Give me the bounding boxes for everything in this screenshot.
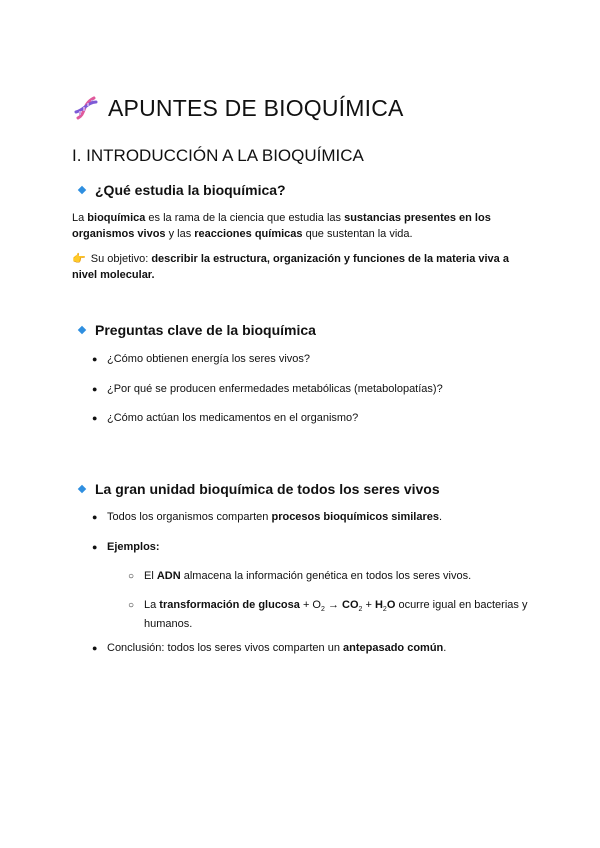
bullet-icon: ● — [92, 512, 98, 522]
bullet-icon: ● — [92, 354, 98, 364]
definition-paragraph: La bioquímica es la rama de la ciencia que estudia las sustancias presentes en los organismos vivos y las reacciones químicas que sustentan la vida. — [72, 212, 491, 240]
list-item: ● ¿Cómo actúan los medicamentos en el organismo? — [92, 412, 359, 424]
list-item: ● Conclusión: todos los seres vivos comparten un antepasado común. — [92, 642, 447, 654]
blue-diamond-icon — [78, 186, 86, 194]
bullet-icon: ● — [92, 384, 98, 394]
bullet-icon: ● — [92, 413, 98, 423]
dna-icon — [72, 94, 100, 122]
ring-bullet-icon: ○ — [128, 600, 135, 611]
bullet-icon: ● — [92, 542, 98, 552]
sub-list-item: ○ La transformación de $glucosa + O_2 \to CO_2 + H_2O$ ocurre igual en bacterias y humanos. — [128, 599, 528, 631]
pointing-hand-icon: 👉 — [72, 253, 86, 265]
document-title — [72, 94, 404, 122]
objective-paragraph: 👉 Su objetivo: describir la estructura, organización y funciones de la materia viva a nivel molecular. — [72, 253, 509, 281]
subheading-gran-unidad — [78, 481, 440, 497]
bullet-icon: ● — [92, 643, 98, 653]
document-title-text: APUNTES DE BIOQUÍMICA — [108, 94, 404, 121]
ring-bullet-icon: ○ — [128, 571, 135, 582]
blue-diamond-icon — [78, 485, 86, 493]
list-item: ● Todos los organismos comparten procesos bioquímicos similares. — [92, 511, 443, 523]
subheading-text: Preguntas clave de la bioquímica — [95, 322, 316, 338]
section-title: I. INTRODUCCIÓN A LA BIOQUÍMICA — [72, 146, 364, 165]
list-item: ● ¿Por qué se producen enfermedades metabólicas (metabolopatías)? — [92, 383, 443, 395]
blue-diamond-icon — [78, 326, 86, 334]
list-item: ● Ejemplos: — [92, 541, 160, 553]
subheading-preguntas-clave — [78, 322, 316, 338]
subheading-text: La gran unidad bioquímica de todos los seres vivos — [95, 481, 440, 497]
subheading-que-estudia — [78, 182, 286, 198]
sub-list-item: ○ El ADN almacena la información genética en todos los seres vivos. — [128, 570, 472, 582]
list-item: ● ¿Cómo obtienen energía los seres vivos? — [92, 353, 310, 365]
subheading-text: ¿Qué estudia la bioquímica? — [95, 182, 286, 198]
